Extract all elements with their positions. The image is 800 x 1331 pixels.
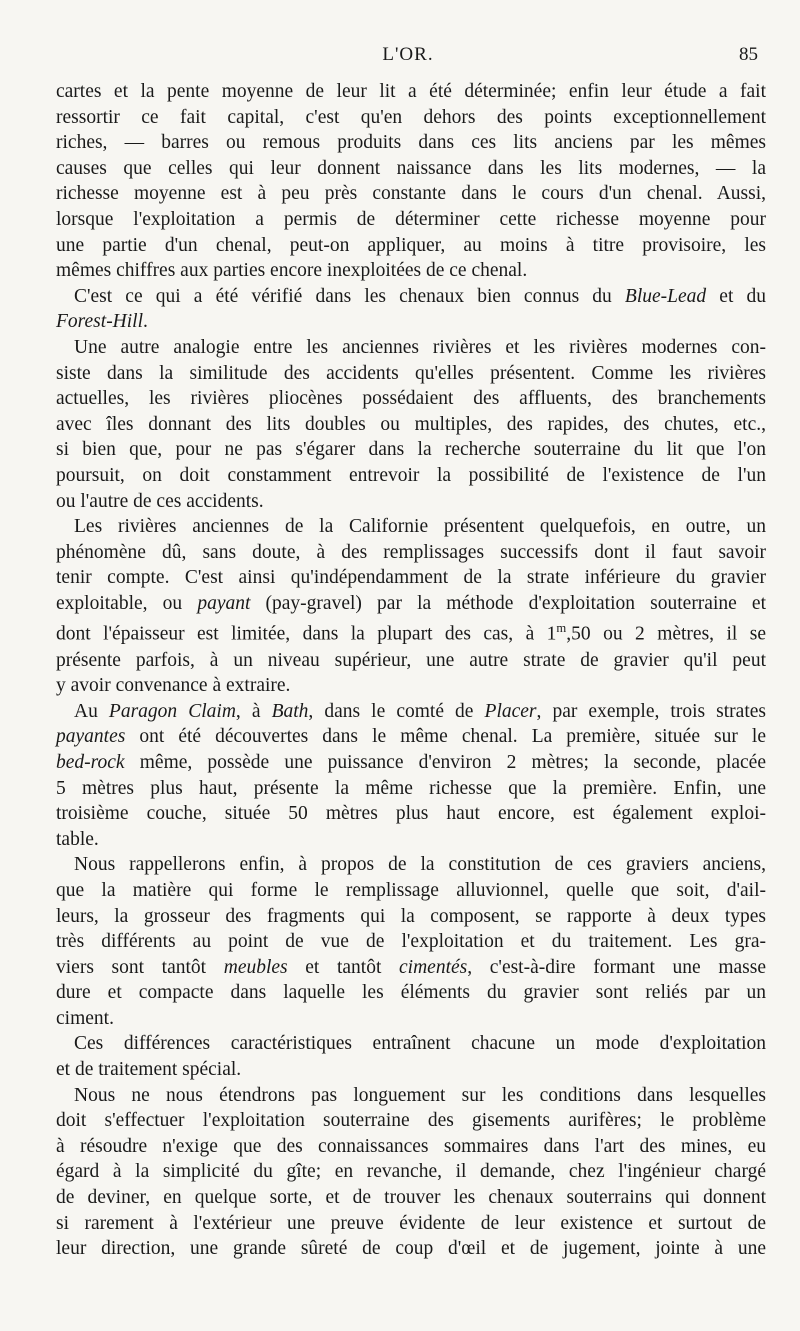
text-line: dont l'épaisseur est limitée, dans la plupart des cas, à 1$^m$,50 ou 2 mètres, il se xyxy=(56,621,766,645)
text-line: viers sont tantôt meubles et tantôt cimentés, c'est-à-dire formant une masse xyxy=(56,956,767,978)
text-line: lorsque l'exploitation a permis de déterminer cette richesse moyenne pour xyxy=(56,208,766,230)
text-line: et de traitement spécial. xyxy=(56,1059,242,1081)
text-line: Nous rappellerons enfin, à propos de la constitution de ces graviers anciens, xyxy=(74,854,766,876)
text-line: 5 mètres plus haut, présente la même richesse que la première. Enfin, une xyxy=(56,777,766,799)
text-line: causes que celles qui leur donnent naissance dans les lits modernes, — la xyxy=(56,157,766,179)
text-line: payantes ont été découvertes dans le même chenal. La première, située sur le xyxy=(56,726,766,748)
paragraph xyxy=(56,79,766,284)
text-line: égard à la simplicité du gîte; en revanche, il demande, chez l'ingénieur chargé xyxy=(56,1161,766,1183)
paragraph xyxy=(56,514,766,699)
text-line: Nous ne nous étendrons pas longuement sur les conditions dans lesquelles xyxy=(74,1084,766,1106)
text-line: troisième couche, située 50 mètres plus haut encore, est également exploi- xyxy=(56,803,766,825)
text-line: avec îles donnant des lits doubles ou multiples, des rapides, des chutes, etc., xyxy=(56,413,766,435)
text-line: ciment. xyxy=(56,1007,114,1029)
text-line: si rarement à l'extérieur une preuve évidente de leur existence et surtout de xyxy=(56,1212,766,1234)
text-line: Au Paragon Claim, à Bath, dans le comté de Placer, par exemple, trois strates xyxy=(74,700,766,722)
text-line: C'est ce qui a été vérifié dans les chenaux bien connus du Blue-Lead et du xyxy=(74,285,766,307)
text-line: ou l'autre de ces accidents. xyxy=(56,490,264,512)
text-line: actuelles, les rivières pliocènes possédaient des affluents, des branchements xyxy=(56,388,766,410)
paragraph xyxy=(56,852,766,1031)
text-line: à résoudre n'exige que des connaissances sommaires dans l'art des mines, eu xyxy=(56,1135,766,1157)
running-title: L'OR. xyxy=(382,44,434,65)
text-line: riches, — barres ou remous produits dans ces lits anciens par les mêmes xyxy=(56,132,766,154)
page-number: 85 xyxy=(739,44,758,65)
text-line: leurs, la grosseur des fragments qui la composent, se rapporte à deux types xyxy=(56,905,766,927)
text-line: Les rivières anciennes de la Californie présentent quelquefois, en outre, un xyxy=(74,516,766,538)
paragraph xyxy=(56,284,766,335)
text-line: une partie d'un chenal, peut-on appliquer, au moins à titre provisoire, les xyxy=(56,234,766,256)
text-line: poursuit, on doit constamment entrevoir la possibilité de l'existence de l'un xyxy=(56,464,766,486)
paragraph xyxy=(56,1083,766,1262)
page-header xyxy=(56,44,760,74)
text-line: tenir compte. C'est ainsi qu'indépendamment de la strate inférieure du gravier xyxy=(56,567,766,589)
text-line: de deviner, en quelque sorte, et de trouver les chenaux souterrains qui donnent xyxy=(56,1187,766,1209)
paragraph xyxy=(56,699,766,853)
text-line: siste dans la similitude des accidents qu'elles présentent. Comme les rivières xyxy=(56,362,766,384)
body-text xyxy=(56,79,766,1262)
text-line: Une autre analogie entre les anciennes rivières et les rivières modernes con- xyxy=(74,336,766,358)
text-line: cartes et la pente moyenne de leur lit a été déterminée; enfin leur étude a fait xyxy=(56,81,766,102)
text-line: très différents au point de vue de l'exploitation et du traitement. Les gra- xyxy=(56,931,766,953)
text-line: Forest-Hill. xyxy=(56,311,148,333)
paragraph xyxy=(56,335,766,514)
text-line: Ces différences caractéristiques entraînent chacune un mode d'exploitation xyxy=(74,1033,766,1055)
text-line: bed-rock même, possède une puissance d'environ 2 mètres; la seconde, placée xyxy=(56,751,766,773)
text-line: que la matière qui forme le remplissage alluvionnel, quelle que soit, d'ail- xyxy=(56,879,766,901)
text-line: table. xyxy=(56,828,99,850)
text-line: présente parfois, à un niveau supérieur, une autre strate de gravier qu'il peut xyxy=(56,649,766,671)
text-line: si bien que, pour ne pas s'égarer dans la recherche souterraine du lit que l'on xyxy=(56,439,766,461)
text-line: mêmes chiffres aux parties encore inexploitées de ce chenal. xyxy=(56,260,528,282)
text-line: y avoir convenance à extraire. xyxy=(56,675,291,697)
text-line: doit s'effectuer l'exploitation souterraine des gisements aurifères; le problème xyxy=(56,1110,766,1132)
text-line: ressortir ce fait capital, c'est qu'en dehors des points exceptionnellement xyxy=(56,106,766,128)
text-line: exploitable, ou payant (pay-gravel) par la méthode d'exploitation souterraine et xyxy=(56,592,766,614)
text-line: phénomène dû, sans doute, à des remplissages successifs dont il faut savoir xyxy=(56,541,766,563)
text-line: dure et compacte dans laquelle les éléments du gravier sont reliés par un xyxy=(56,982,766,1004)
text-line: leur direction, une grande sûreté de coup d'œil et de jugement, jointe à une xyxy=(56,1238,766,1260)
text-line: richesse moyenne est à peu près constante dans le cours d'un chenal. Aussi, xyxy=(56,183,766,205)
paragraph xyxy=(56,1031,766,1082)
